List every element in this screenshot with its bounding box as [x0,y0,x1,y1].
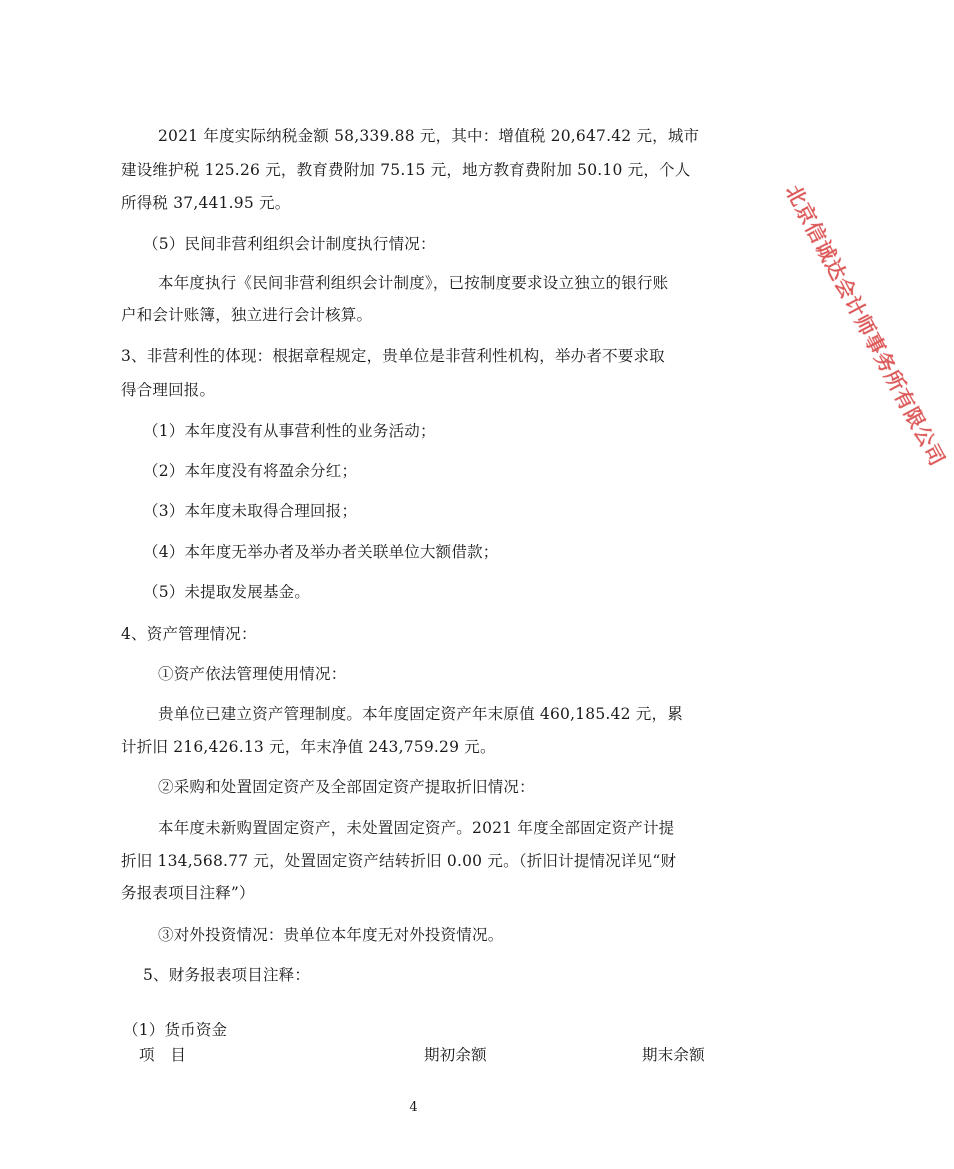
section-5-line-1: 本年度执行《民间非营利组织会计制度》，已按制度要求设立独立的银行账 [158,274,669,292]
tax-paragraph-line-1: 2021 年度实际纳税金额 58,339.88 元，其中：增值税 20,647.42 元，城市 [158,127,700,145]
section-4-heading: 4、资产管理情况： [121,625,257,643]
section-3-line-1: 3、非营利性的体现：根据章程规定，贵单位是非营利性机构，举办者不要求取 [121,347,665,365]
company-seal-stamp [421,180,951,496]
cash-section-title: （1）货币资金 [123,1021,228,1039]
table-header-end-balance: 期末余额 [642,1046,705,1064]
list-item: （2）本年度没有将盈余分红； [143,462,358,480]
subsection-2-line-1: 本年度未新购置固定资产，未处置固定资产。2021 年度全部固定资产计提 [158,819,675,837]
section-5-heading: （5）民间非营利组织会计制度执行情况： [143,235,436,253]
page-number: 4 [409,1100,418,1115]
table-header-begin-balance: 期初余额 [424,1046,487,1064]
subsection-3-line: ③对外投资情况：贵单位本年度无对外投资情况。 [158,926,504,944]
section-5-line-2: 户和会计账簿，独立进行会计核算。 [121,306,373,324]
section-5b-heading: 5、财务报表项目注释： [143,966,311,984]
subsection-2-line-2: 折旧 134,568.77 元，处置固定资产结转折旧 0.00 元。（折旧计提情况详见“财 [121,852,677,870]
tax-paragraph-line-2: 建设维护税 125.26 元，教育费附加 75.15 元，地方教育费附加 50.10 元，个人 [121,161,691,179]
stamp-text: 北京信诚达会计师事务所有限公司 [781,180,951,471]
subsection-1-line-2: 计折旧 216,426.13 元，年末净值 243,759.29 元。 [121,738,496,756]
subsection-2-line-3: 务报表项目注释”） [121,884,255,902]
subsection-2-heading: ②采购和处置固定资产及全部固定资产提取折旧情况： [158,778,535,796]
list-item: （4）本年度无举办者及举办者关联单位大额借款； [143,543,499,561]
list-item: （3）本年度未取得合理回报； [143,502,358,520]
subsection-1-heading: ①资产依法管理使用情况： [158,665,347,683]
list-item: （1）本年度没有从事营利性的业务活动； [143,422,436,440]
table-header-item: 项 目 [139,1046,187,1064]
section-3-line-2: 得合理回报。 [121,381,216,399]
tax-paragraph-line-3: 所得税 37,441.95 元。 [121,194,291,212]
subsection-1-line-1: 贵单位已建立资产管理制度。本年度固定资产年末原值 460,185.42 元，累 [158,705,683,723]
list-item: （5）未提取发展基金。 [143,583,311,601]
